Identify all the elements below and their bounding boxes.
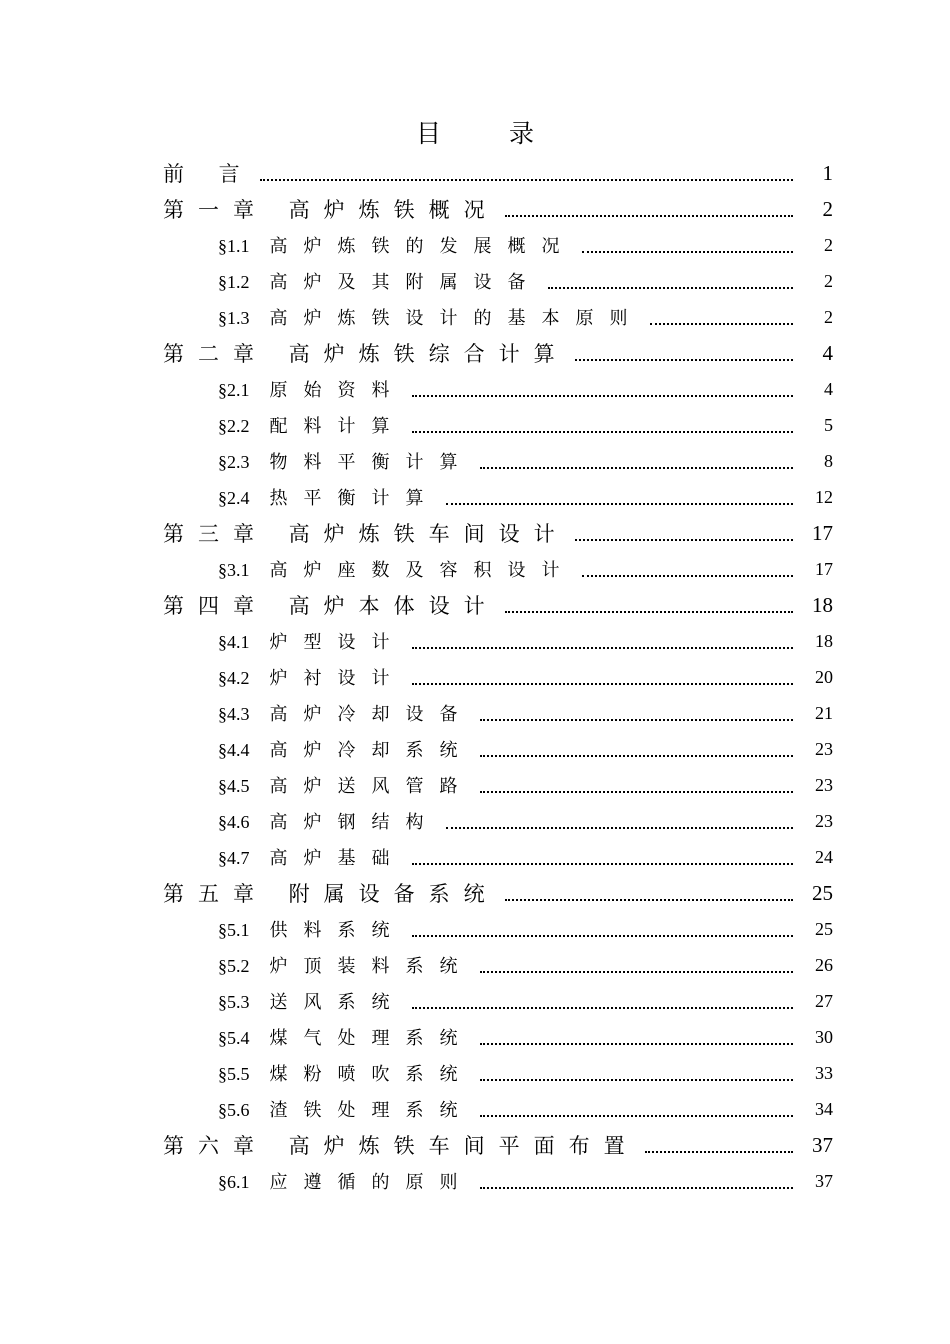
entry-title: 第三章 高炉炼铁车间设计 bbox=[163, 522, 569, 546]
page-number: 23 bbox=[815, 810, 833, 831]
toc-entry-label bbox=[218, 484, 440, 510]
page-number: 4 bbox=[824, 378, 833, 399]
table-of-contents bbox=[0, 155, 950, 1199]
toc-entry-label bbox=[218, 736, 474, 762]
toc-entry-label bbox=[163, 338, 569, 368]
section-number: §2.3 bbox=[218, 452, 250, 472]
toc-entry-label bbox=[218, 448, 474, 474]
page-number: 2 bbox=[824, 306, 833, 327]
toc-section-entry bbox=[0, 1163, 950, 1199]
section-number: §5.5 bbox=[218, 1064, 250, 1084]
section-number: §4.5 bbox=[218, 776, 250, 796]
entry-title: 高炉座数及容积设计 bbox=[269, 560, 576, 581]
dot-leader bbox=[480, 695, 794, 731]
page-number: 17 bbox=[815, 558, 833, 579]
toc-section-entry bbox=[0, 407, 950, 443]
toc-entry-label bbox=[218, 268, 542, 294]
toc-entry-label bbox=[218, 700, 474, 726]
toc-entry-label bbox=[218, 304, 644, 330]
entry-title: 炉顶装料系统 bbox=[269, 956, 474, 977]
toc-entry-label bbox=[163, 158, 254, 188]
dot-leader bbox=[412, 407, 794, 443]
dot-leader bbox=[645, 1127, 793, 1163]
dot-leader bbox=[505, 587, 793, 623]
entry-title: 高炉及其附属设备 bbox=[269, 272, 542, 293]
toc-section-entry bbox=[0, 551, 950, 587]
entry-title: 第六章 高炉炼铁车间平面布置 bbox=[163, 1134, 639, 1158]
section-number: §2.2 bbox=[218, 416, 250, 436]
dot-leader bbox=[582, 551, 794, 587]
entry-title: 物料平衡计算 bbox=[269, 452, 474, 473]
toc-section-entry bbox=[0, 1091, 950, 1127]
toc-chapter-entry bbox=[0, 875, 950, 911]
entry-title: 高炉炼铁的发展概况 bbox=[269, 236, 576, 257]
dot-leader bbox=[582, 227, 794, 263]
page-number: 27 bbox=[815, 990, 833, 1011]
entry-title: 送风系统 bbox=[269, 992, 406, 1013]
entry-title: 第四章 高炉本体设计 bbox=[163, 594, 499, 618]
entry-title: 第五章 附属设备系统 bbox=[163, 882, 499, 906]
dot-leader bbox=[480, 1163, 794, 1199]
dot-leader bbox=[480, 767, 794, 803]
toc-section-entry bbox=[0, 839, 950, 875]
page-number: 8 bbox=[824, 450, 833, 471]
page-number: 23 bbox=[815, 774, 833, 795]
section-number: §4.2 bbox=[218, 668, 250, 688]
toc-chapter-entry bbox=[0, 155, 950, 191]
page-number: 26 bbox=[815, 954, 833, 975]
toc-entry-label bbox=[218, 808, 440, 834]
toc-entry-label bbox=[218, 628, 406, 654]
entry-title: 炉衬设计 bbox=[269, 668, 406, 689]
entry-title: 热平衡计算 bbox=[269, 488, 440, 509]
toc-title: 目 录 bbox=[416, 119, 564, 148]
toc-section-entry bbox=[0, 1055, 950, 1091]
section-number: §5.2 bbox=[218, 956, 250, 976]
toc-entry-label bbox=[218, 916, 406, 942]
page-number: 25 bbox=[812, 880, 833, 905]
toc-section-entry bbox=[0, 695, 950, 731]
toc-entry-label bbox=[218, 232, 576, 258]
page-number: 21 bbox=[815, 702, 833, 723]
toc-section-entry bbox=[0, 299, 950, 335]
entry-title: 高炉冷却设备 bbox=[269, 704, 474, 725]
section-number: §1.3 bbox=[218, 308, 250, 328]
toc-chapter-entry bbox=[0, 191, 950, 227]
toc-section-entry bbox=[0, 623, 950, 659]
toc-entry-label bbox=[218, 952, 474, 978]
toc-section-entry bbox=[0, 443, 950, 479]
page-number: 33 bbox=[815, 1062, 833, 1083]
page-number: 2 bbox=[822, 196, 833, 221]
page-number: 18 bbox=[812, 592, 833, 617]
section-number: §5.3 bbox=[218, 992, 250, 1012]
entry-title: 煤气处理系统 bbox=[269, 1028, 474, 1049]
toc-entry-label bbox=[163, 518, 569, 548]
page-number: 37 bbox=[815, 1170, 833, 1191]
toc-section-entry bbox=[0, 227, 950, 263]
section-number: §4.6 bbox=[218, 812, 250, 832]
toc-entry-label bbox=[218, 1096, 474, 1122]
dot-leader bbox=[412, 839, 794, 875]
entry-title: 高炉炼铁设计的基本原则 bbox=[269, 308, 644, 329]
toc-entry-label bbox=[218, 376, 406, 402]
entry-title: 供料系统 bbox=[269, 920, 406, 941]
section-number: §6.1 bbox=[218, 1172, 250, 1192]
section-number: §4.1 bbox=[218, 632, 250, 652]
dot-leader bbox=[575, 335, 793, 371]
dot-leader bbox=[412, 659, 794, 695]
entry-title: 配料计算 bbox=[269, 416, 406, 437]
dot-leader bbox=[575, 515, 793, 551]
dot-leader bbox=[260, 155, 793, 191]
page-number: 24 bbox=[815, 846, 833, 867]
dot-leader bbox=[412, 371, 794, 407]
toc-entry-label bbox=[218, 664, 406, 690]
page-number: 1 bbox=[822, 160, 833, 185]
toc-entry-label bbox=[218, 556, 576, 582]
toc-section-entry bbox=[0, 767, 950, 803]
page-number: 18 bbox=[815, 630, 833, 651]
toc-entry-label bbox=[163, 590, 499, 620]
dot-leader bbox=[480, 947, 794, 983]
toc-section-entry bbox=[0, 983, 950, 1019]
entry-title: 渣铁处理系统 bbox=[269, 1100, 474, 1121]
dot-leader bbox=[480, 1019, 794, 1055]
entry-title: 煤粉喷吹系统 bbox=[269, 1064, 474, 1085]
section-number: §5.1 bbox=[218, 920, 250, 940]
dot-leader bbox=[650, 299, 794, 335]
entry-title: 高炉送风管路 bbox=[269, 776, 474, 797]
toc-section-entry bbox=[0, 371, 950, 407]
toc-section-entry bbox=[0, 803, 950, 839]
toc-section-entry bbox=[0, 1019, 950, 1055]
page-number: 20 bbox=[815, 666, 833, 687]
page-number: 34 bbox=[815, 1098, 833, 1119]
toc-entry-label bbox=[218, 1060, 474, 1086]
section-number: §2.1 bbox=[218, 380, 250, 400]
toc-entry-label bbox=[218, 772, 474, 798]
toc-entry-label bbox=[218, 988, 406, 1014]
dot-leader bbox=[412, 911, 794, 947]
entry-title: 第一章 高炉炼铁概况 bbox=[163, 198, 499, 222]
entry-title: 高炉冷却系统 bbox=[269, 740, 474, 761]
section-number: §4.3 bbox=[218, 704, 250, 724]
dot-leader bbox=[412, 623, 794, 659]
toc-section-entry bbox=[0, 947, 950, 983]
toc-entry-label bbox=[218, 1024, 474, 1050]
dot-leader bbox=[548, 263, 794, 299]
toc-section-entry bbox=[0, 263, 950, 299]
entry-title: 第二章 高炉炼铁综合计算 bbox=[163, 342, 569, 366]
page-number: 2 bbox=[824, 270, 833, 291]
toc-section-entry bbox=[0, 911, 950, 947]
page-number: 12 bbox=[815, 486, 833, 507]
dot-leader bbox=[505, 875, 793, 911]
dot-leader bbox=[480, 1055, 794, 1091]
dot-leader bbox=[480, 443, 794, 479]
toc-chapter-entry bbox=[0, 515, 950, 551]
dot-leader bbox=[412, 983, 794, 1019]
page-number: 5 bbox=[824, 414, 833, 435]
toc-entry-label bbox=[218, 844, 406, 870]
entry-title: 原始资料 bbox=[269, 380, 406, 401]
toc-chapter-entry bbox=[0, 335, 950, 371]
toc-entry-label bbox=[218, 1168, 474, 1194]
dot-leader bbox=[446, 803, 794, 839]
page-number: 2 bbox=[824, 234, 833, 255]
page-number: 25 bbox=[815, 918, 833, 939]
toc-section-entry bbox=[0, 479, 950, 515]
section-number: §1.1 bbox=[218, 236, 250, 256]
section-number: §5.4 bbox=[218, 1028, 250, 1048]
dot-leader bbox=[480, 731, 794, 767]
page-number: 30 bbox=[815, 1026, 833, 1047]
section-number: §4.4 bbox=[218, 740, 250, 760]
section-number: §3.1 bbox=[218, 560, 250, 580]
section-number: §5.6 bbox=[218, 1100, 250, 1120]
toc-entry-label bbox=[163, 1130, 639, 1160]
toc-entry-label bbox=[163, 878, 499, 908]
entry-title: 应遵循的原则 bbox=[269, 1172, 474, 1193]
entry-title: 高炉钢结构 bbox=[269, 812, 440, 833]
section-number: §4.7 bbox=[218, 848, 250, 868]
toc-entry-label bbox=[163, 194, 499, 224]
entry-title: 前 言 bbox=[163, 162, 254, 186]
entry-title: 高炉基础 bbox=[269, 848, 406, 869]
dot-leader bbox=[446, 479, 794, 515]
section-number: §2.4 bbox=[218, 488, 250, 508]
dot-leader bbox=[480, 1091, 794, 1127]
toc-entry-label bbox=[218, 412, 406, 438]
dot-leader bbox=[505, 191, 793, 227]
page-number: 17 bbox=[812, 520, 833, 545]
section-number: §1.2 bbox=[218, 272, 250, 292]
toc-chapter-entry bbox=[0, 1127, 950, 1163]
toc-section-entry bbox=[0, 731, 950, 767]
page-number: 4 bbox=[822, 340, 833, 365]
page-number: 37 bbox=[812, 1132, 833, 1157]
page-number: 23 bbox=[815, 738, 833, 759]
toc-chapter-entry bbox=[0, 587, 950, 623]
toc-section-entry bbox=[0, 659, 950, 695]
entry-title: 炉型设计 bbox=[269, 632, 406, 653]
